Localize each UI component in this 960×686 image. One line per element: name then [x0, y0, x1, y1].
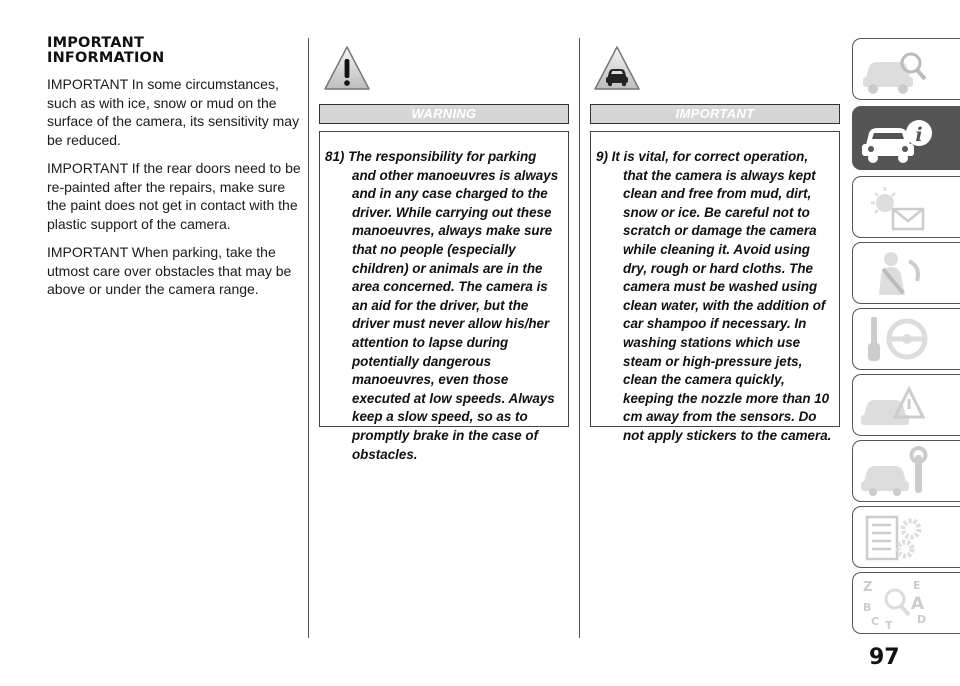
paragraph: IMPORTANT When parking, take the utmost care over obstacles that may be above or under the camera range. [47, 244, 292, 297]
section-heading: IMPORTANT INFORMATION [47, 35, 165, 66]
warning-text: 81) The responsibility for parking and other manoeuvres is always and in any case charged to the driver. While carrying out these manoeuvres, always make sure that no people (especially children) or animals are in the area concerned. The camera is an aid for the driver, but the driver must never allow his/her attention to lapse during potentially dangerous manoeuvres, even those executed at low speeds. Always keep a slow speed, so as to promptly brake in the case of obstacles. [325, 149, 559, 462]
car-wrench-icon [859, 445, 939, 499]
warning-box [319, 131, 569, 462]
svg-text:B: B [863, 601, 872, 614]
tab-knowing-instrument-panel[interactable] [852, 106, 960, 170]
alphabet-index-icon [859, 577, 939, 631]
key-steering-wheel-icon [859, 313, 939, 367]
warning-exclamation-icon [322, 44, 372, 94]
paragraph: IMPORTANT If the rear doors need to be re-painted after the repairs, make sure the paint does not get in contact with the plastic support of the camera. [47, 160, 301, 232]
column-divider [579, 38, 580, 638]
svg-text:C: C [871, 615, 880, 628]
tab-servicing-care[interactable] [852, 374, 960, 436]
tab-safety[interactable] [852, 176, 960, 238]
car-search-icon [859, 43, 939, 97]
tab-multimedia[interactable] [852, 506, 960, 568]
important-box [590, 131, 840, 443]
car-breakdown-icon [859, 379, 939, 433]
tab-getting-to-know-car[interactable] [852, 38, 960, 100]
tab-starting-driving[interactable] [852, 242, 960, 304]
tab-in-an-emergency[interactable] [852, 308, 960, 370]
paragraph: IMPORTANT In some circumstances, such as with ice, snow or mud on the surface of the camera, its sensitivity may be reduced. [47, 76, 300, 148]
svg-text:T: T [885, 619, 893, 631]
svg-text:E: E [913, 579, 921, 592]
car-caution-icon [592, 44, 642, 94]
important-box-header: IMPORTANT [590, 104, 840, 124]
page-number: 97 [869, 645, 900, 670]
svg-text:D: D [917, 613, 927, 626]
seatbelt-airbag-icon [859, 247, 939, 301]
list-gears-icon [859, 511, 939, 565]
svg-text:Z: Z [863, 580, 873, 595]
warning-light-envelope-icon [859, 181, 939, 235]
tab-technical-data[interactable] [852, 440, 960, 502]
tab-index[interactable] [852, 572, 960, 634]
svg-text:i: i [915, 124, 923, 146]
column-divider [308, 38, 309, 638]
car-info-icon [859, 111, 939, 165]
important-text: 9) It is vital, for correct operation, that the camera is always kept clean and free from mud, dirt, snow or ice. Be careful not to scratch or damage the camera while cleaning it. Avoid using dry, rough or hard cloths. The camera must be washed using clean water, with the addition of car shampoo if necessary. In washing stations which use steam or high-pressure jets, clean the camera quickly, keeping the nozzle more than 10 cm away from the sensors. Do not apply stickers to the camera. [596, 149, 832, 443]
warning-box-header: WARNING [319, 104, 569, 124]
svg-text:A: A [911, 594, 925, 614]
important-information-section [47, 36, 302, 309]
